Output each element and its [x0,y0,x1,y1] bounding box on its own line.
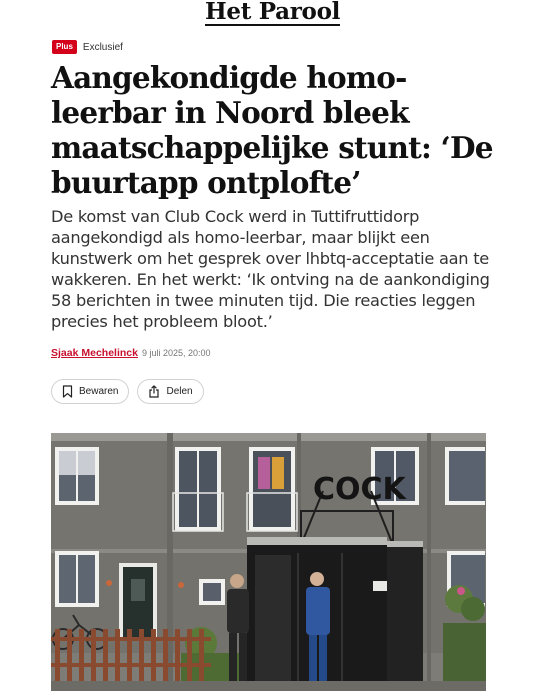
share-button[interactable] [137,379,203,404]
publish-date: 9 juli 2025, 20:00 [141,348,211,358]
club-sign-text: COCK [313,472,406,507]
save-button[interactable] [51,379,129,404]
byline [51,347,211,359]
article-headline: Aangekondigde homo-leerbar in Noord bleek maatschappelijke stunt: ‘De buurtapp ontplofte’ [51,60,493,200]
article-photo [51,433,486,691]
masthead [0,0,545,28]
article-actions [51,379,204,404]
share-label: Delen [166,386,193,397]
share-icon [148,385,160,398]
author-link[interactable]: Sjaak Mechelinck [51,347,138,359]
site-logo[interactable]: Het Parool [204,0,341,25]
bookmark-icon [62,385,73,398]
article-tags [52,40,123,54]
photo-scene [51,433,486,691]
category-label: Exclusief [82,41,123,53]
save-label: Bewaren [79,386,119,397]
plus-badge: Plus [52,40,77,54]
article-lead: De komst van Club Cock werd in Tuttifruttidorp aangekondigd als homo-leerbar, maar blijkt een kunstwerk om het gesprek over lhbtq-acceptatie aan te wakkeren. En het werkt: ‘Ik ontving na de aankondiging 58 berichten in twee minuten tijd. Die reacties leggen precies het probleem bloot.’ [51,207,490,331]
